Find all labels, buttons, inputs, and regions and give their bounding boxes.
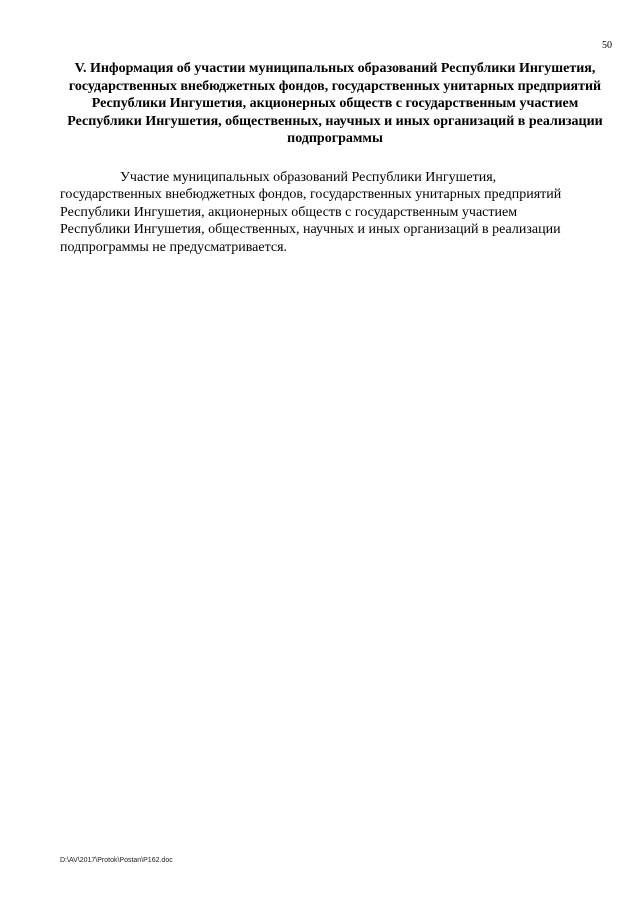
heading-line: подпрограммы [287,131,383,146]
paragraph-line: Участие муниципальных образований Республики Ингушетия, [120,169,497,185]
page-number: 50 [602,40,612,51]
heading-line: государственных внебюджетных фондов, государственных унитарных предприятий [68,78,602,94]
paragraph-line: Республики Ингушетия, акционерных обществ с государственным участием [60,204,518,220]
paragraph-line: Республики Ингушетия, общественных, научных и иных организаций в реализации [60,222,561,237]
page-content [60,60,610,256]
heading-line: Республики Ингушетия, акционерных обществ с государственным участием [91,96,579,111]
heading-line: Республики Ингушетия, общественных, научных и иных организаций в реализации [67,113,603,129]
footer-file-path: D:\AV\2017\Protok\Postan\P162.doc [60,857,173,864]
heading-line: V. Информация об участии муниципальных образований Республики Ингушетия, [74,61,596,76]
paragraph-line: государственных внебюджетных фондов, государственных унитарных предприятий [60,187,562,202]
section-heading [60,60,610,148]
paragraph-line: подпрограммы не предусматривается. [60,239,288,255]
body-paragraph [60,169,610,257]
